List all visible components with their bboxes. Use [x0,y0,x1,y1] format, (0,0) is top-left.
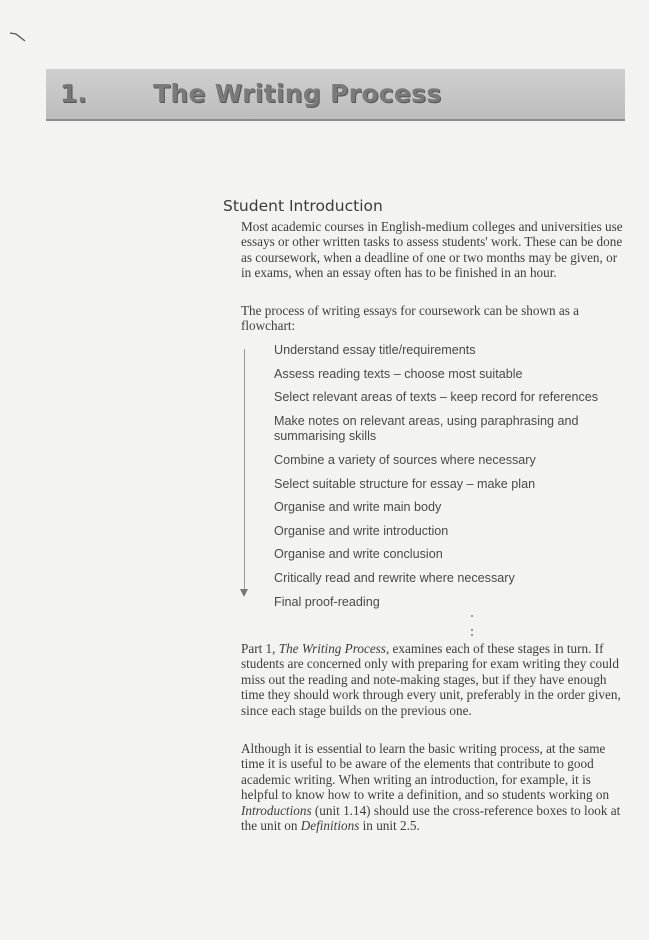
flowchart-intro-paragraph: The process of writing essays for coursework can be shown as a flowchart: [241,303,580,334]
dot [471,634,473,636]
unit-title-definitions: Definitions [300,818,360,834]
flowchart-step: Organise and write conclusion [274,547,443,561]
flowchart-step: Critically read and rewrite where necessary [274,571,515,585]
flowchart-step: Select relevant areas of texts – keep record for references [274,390,599,404]
book-part-title: The Writing Process [278,641,386,656]
dot [471,615,473,617]
flowchart-step: Organise and write main body [274,500,442,514]
chapter-number: 1. [60,79,87,108]
flowchart-step: Understand essay title/requirements [274,343,476,357]
intro-paragraph: Most academic courses in English-medium colleges and universities use essays or other written tasks to assess students' work. These can be done as coursework, when a deadline of one or two months may be given, or in exams, when an essay often has to be finished in an hour. [241,219,623,281]
flowchart-line [244,349,245,589]
part1-description-paragraph: Part 1, The Writing Process, examines each of these stages in turn. If students are concerned only with preparing for exam writing they could miss out the reading and note-making stages, but if they have enough time they should work through every unit, preferably in the order given, since each stage builds on the previous one. [241,641,621,718]
flowchart-step: Organise and write introduction [274,524,449,538]
flowchart-step: Assess reading texts – choose most suitable [274,367,523,381]
flowchart-step: Combine a variety of sources where necessary [274,453,536,467]
section-heading: Student Introduction [223,197,383,215]
chapter-title: The Writing Process [153,79,442,108]
margin-mark-icon [8,30,28,42]
flowchart-step: Final proof-reading [274,595,380,609]
unit-title-introductions: Introductions [241,802,312,818]
flowchart-step: Make notes on relevant areas, using paraphrasing and summarising skills [274,414,579,443]
flowchart-arrow-icon [240,589,248,597]
chapter-banner [46,69,625,121]
cross-reference-paragraph: Although it is essential to learn the basic writing process, at the same time it is useful to be aware of the elements that contribute to good academic writing. When writing an introduction, for example, it is helpful to know how to write a definition, and so students working on Introductions (unit 1.14) should use the cross-reference boxes to look at the unit on Definitions in unit 2.5. [241,741,621,834]
continuation-dots [469,613,475,637]
flowchart-step: Select suitable structure for essay – make plan [274,477,536,491]
dot [471,629,473,631]
